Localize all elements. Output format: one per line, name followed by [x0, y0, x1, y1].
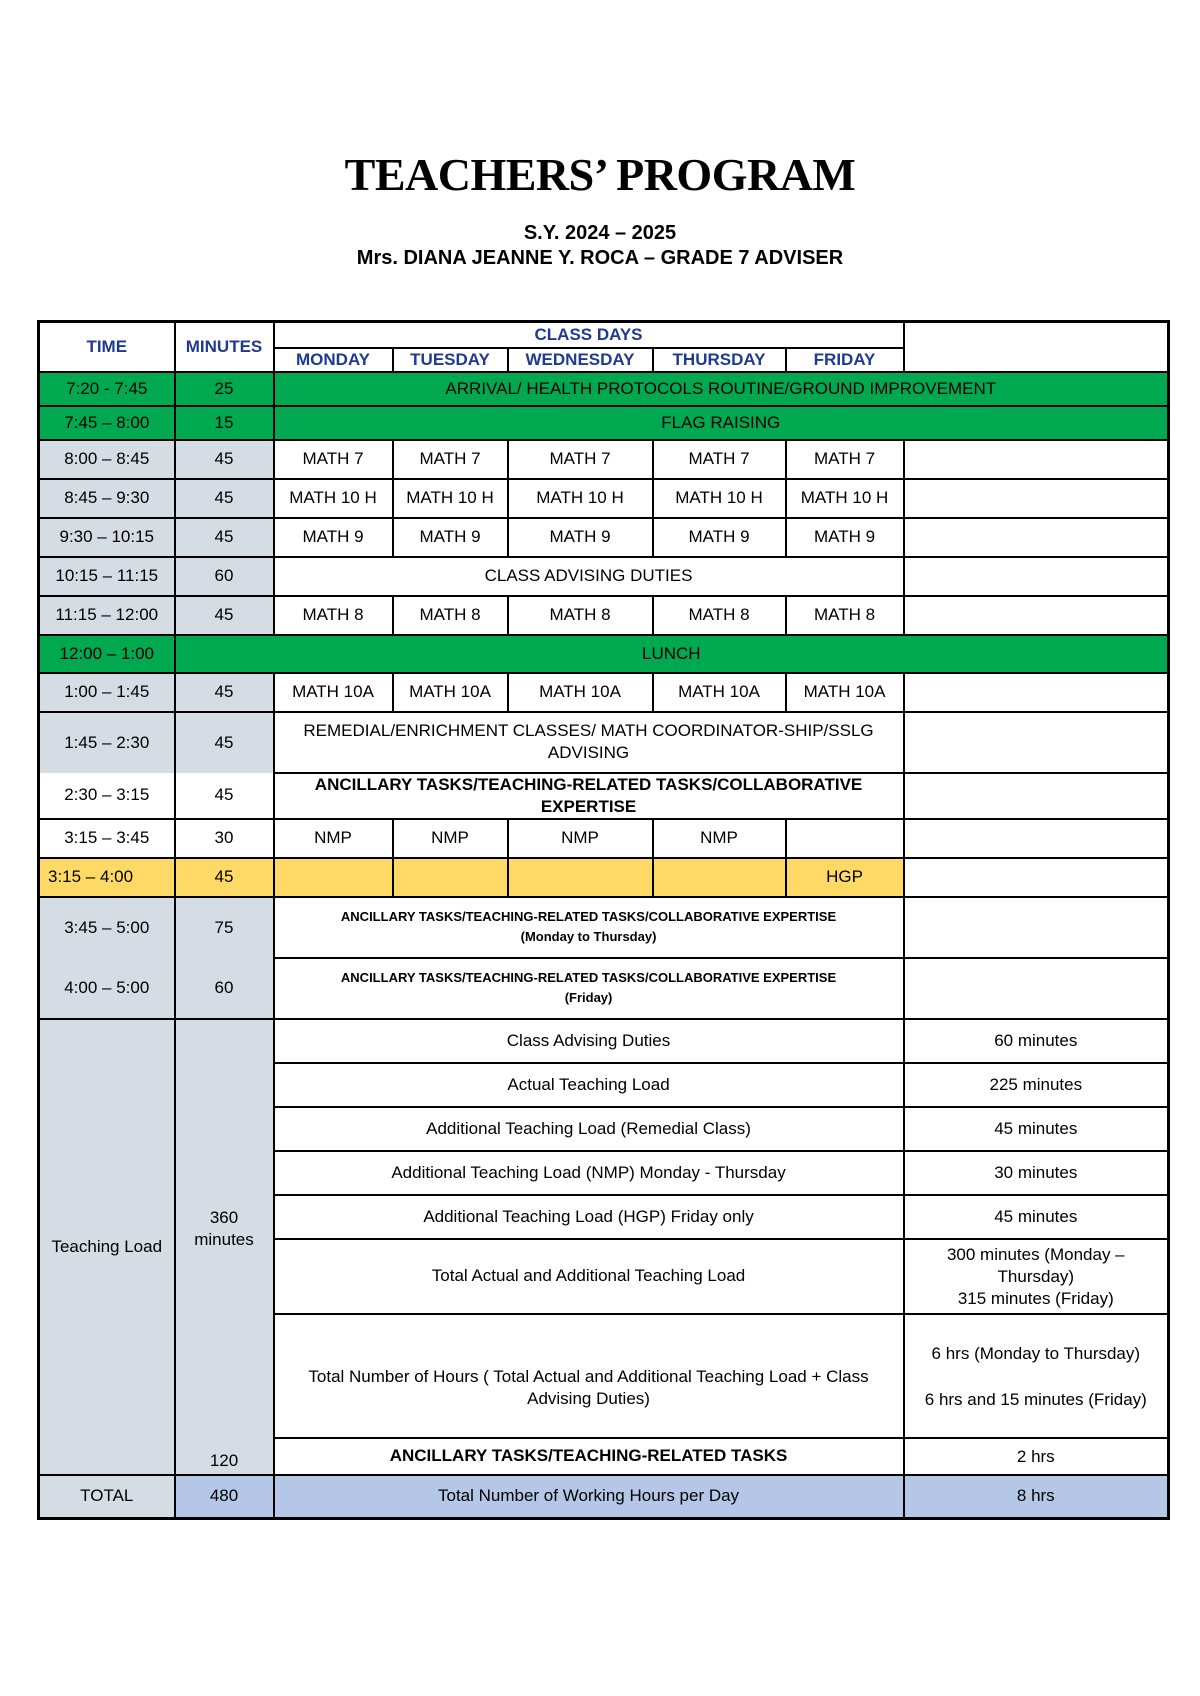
summary-value: 225 minutes: [904, 1063, 1169, 1107]
wednesday-cell: MATH 8: [508, 596, 653, 635]
notes-cell: [904, 673, 1169, 712]
friday-cell: MATH 10A: [786, 673, 904, 712]
day-friday: FRIDAY: [786, 348, 904, 372]
table-row: [39, 712, 1169, 773]
summary-value: [904, 1314, 1169, 1438]
friday-cell: HGP: [786, 858, 904, 897]
summary-value: 60 minutes: [904, 1019, 1169, 1063]
table-row: [39, 773, 1169, 819]
notes-cell: [904, 596, 1169, 635]
minutes-cell: 60: [175, 958, 274, 1019]
tuesday-cell: MATH 10A: [393, 673, 508, 712]
time-cell: 3:45 – 5:00: [39, 897, 175, 958]
summary-value: [904, 1239, 1169, 1314]
day-thursday: THURSDAY: [653, 348, 786, 372]
summary-label: Actual Teaching Load: [274, 1063, 904, 1107]
header-row: [39, 322, 1169, 348]
table-row: [39, 440, 1169, 479]
ancillary-minutes: 120: [175, 1438, 274, 1475]
tuesday-cell: MATH 9: [393, 518, 508, 557]
activity-cell: FLAG RAISING: [274, 406, 1169, 440]
notes-cell: [904, 958, 1169, 1019]
table-row: [39, 557, 1169, 596]
wednesday-cell: MATH 10 H: [508, 479, 653, 518]
activity-cell: LUNCH: [175, 635, 1169, 673]
friday-cell: MATH 7: [786, 440, 904, 479]
summary-row: [39, 1438, 1169, 1475]
summary-value-line: 315 minutes (Friday): [957, 1289, 1114, 1308]
summary-label: Total Number of Hours ( Total Actual and Additional Teaching Load + Class Advising Duties): [274, 1314, 904, 1438]
table-row: [39, 819, 1169, 858]
summary-value: 45 minutes: [904, 1195, 1169, 1239]
minutes-cell: 45: [175, 773, 274, 819]
activity-cell: ARRIVAL/ HEALTH PROTOCOLS ROUTINE/GROUND IMPROVEMENT: [274, 372, 1169, 406]
time-cell: 10:15 – 11:15: [39, 557, 175, 596]
summary-label: Total Actual and Additional Teaching Load: [274, 1239, 904, 1314]
summary-row: [39, 1019, 1169, 1063]
table-row: [39, 958, 1169, 1019]
time-cell: 8:00 – 8:45: [39, 440, 175, 479]
minutes-cell: 30: [175, 819, 274, 858]
time-cell: 12:00 – 1:00: [39, 635, 175, 673]
minutes-cell: 45: [175, 440, 274, 479]
teaching-load-minutes: 360 minutes: [175, 1019, 274, 1438]
minutes-cell: 45: [175, 712, 274, 773]
time-cell: 7:20 - 7:45: [39, 372, 175, 406]
summary-label: Additional Teaching Load (Remedial Class): [274, 1107, 904, 1151]
table-row: [39, 897, 1169, 958]
day-wednesday: WEDNESDAY: [508, 348, 653, 372]
notes-cell: [904, 897, 1169, 958]
time-cell: 4:00 – 5:00: [39, 958, 175, 1019]
thursday-cell: MATH 10 H: [653, 479, 786, 518]
school-year: S.Y. 2024 – 2025: [523, 222, 677, 244]
activity-cell: REMEDIAL/ENRICHMENT CLASSES/ MATH COORDINATOR-SHIP/SSLG ADVISING: [274, 712, 904, 773]
time-cell: 9:30 – 10:15: [39, 518, 175, 557]
monday-cell: NMP: [274, 819, 393, 858]
minutes-header: MINUTES: [175, 322, 274, 372]
total-hours-value: 8 hrs: [904, 1475, 1169, 1519]
day-monday: MONDAY: [274, 348, 393, 372]
teacher-name: Mrs. DIANA JEANNE Y. ROCA – GRADE 7 ADVISER: [356, 247, 844, 269]
table-row: [39, 406, 1169, 440]
monday-cell: MATH 10 H: [274, 479, 393, 518]
tuesday-cell: MATH 10 H: [393, 479, 508, 518]
minutes-cell: 15: [175, 406, 274, 440]
summary-label: Additional Teaching Load (HGP) Friday only: [274, 1195, 904, 1239]
day-tuesday: TUESDAY: [393, 348, 508, 372]
time-cell: 2:30 – 3:15: [39, 773, 175, 819]
summary-value-line: 6 hrs and 15 minutes (Friday): [924, 1389, 1147, 1409]
notes-cell: [904, 819, 1169, 858]
time-cell: 11:15 – 12:00: [39, 596, 175, 635]
activity-cell: ANCILLARY TASKS/TEACHING-RELATED TASKS/COLLABORATIVE EXPERTISE: [274, 773, 904, 819]
minutes-cell: 75: [175, 897, 274, 958]
minutes-cell: 45: [175, 596, 274, 635]
total-minutes: 480: [175, 1475, 274, 1519]
thursday-cell: NMP: [653, 819, 786, 858]
wednesday-cell: MATH 9: [508, 518, 653, 557]
tuesday-cell: NMP: [393, 819, 508, 858]
friday-cell: MATH 8: [786, 596, 904, 635]
monday-cell: MATH 7: [274, 440, 393, 479]
time-cell: 8:45 – 9:30: [39, 479, 175, 518]
teaching-load-label: Teaching Load: [39, 1019, 175, 1475]
notes-cell: [904, 858, 1169, 897]
monday-cell: [274, 858, 393, 897]
time-cell: 3:15 – 3:45: [39, 819, 175, 858]
friday-cell: MATH 9: [786, 518, 904, 557]
time-cell: 7:45 – 8:00: [39, 406, 175, 440]
summary-label: Class Advising Duties: [274, 1019, 904, 1063]
activity-note: (Friday): [564, 990, 613, 1005]
notes-cell: [904, 479, 1169, 518]
thursday-cell: [653, 858, 786, 897]
notes-header: [904, 322, 1169, 372]
notes-cell: [904, 712, 1169, 773]
summary-label: ANCILLARY TASKS/TEACHING-RELATED TASKS: [274, 1438, 904, 1475]
summary-value-line: 6 hrs (Monday to Thursday): [931, 1343, 1141, 1363]
wednesday-cell: MATH 7: [508, 440, 653, 479]
thursday-cell: MATH 10A: [653, 673, 786, 712]
wednesday-cell: NMP: [508, 819, 653, 858]
minutes-cell: 60: [175, 557, 274, 596]
tuesday-cell: [393, 858, 508, 897]
wednesday-cell: [508, 858, 653, 897]
activity-note: (Monday to Thursday): [520, 929, 657, 944]
minutes-cell: 25: [175, 372, 274, 406]
minutes-cell: 45: [175, 479, 274, 518]
summary-value: 30 minutes: [904, 1151, 1169, 1195]
summary-value: 2 hrs: [904, 1438, 1169, 1475]
activity-text: ANCILLARY TASKS/TEACHING-RELATED TASKS/COLLABORATIVE EXPERTISE: [340, 909, 837, 924]
table-row: [39, 635, 1169, 673]
table-row: [39, 858, 1169, 897]
minutes-cell: 45: [175, 858, 274, 897]
table-row: [39, 596, 1169, 635]
minutes-cell: 45: [175, 518, 274, 557]
notes-cell: [904, 440, 1169, 479]
activity-cell: [274, 958, 904, 1019]
monday-cell: MATH 9: [274, 518, 393, 557]
friday-cell: MATH 10 H: [786, 479, 904, 518]
activity-cell: CLASS ADVISING DUTIES: [274, 557, 904, 596]
wednesday-cell: MATH 10A: [508, 673, 653, 712]
page-title: TEACHERS’ PROGRAM: [344, 149, 856, 200]
activity-cell: [274, 897, 904, 958]
total-hours-label: Total Number of Working Hours per Day: [274, 1475, 904, 1519]
schedule-table: [37, 320, 1170, 1520]
time-cell: 1:45 – 2:30: [39, 712, 175, 773]
thursday-cell: MATH 9: [653, 518, 786, 557]
activity-text: ANCILLARY TASKS/TEACHING-RELATED TASKS/COLLABORATIVE EXPERTISE: [340, 970, 837, 985]
table-row: [39, 673, 1169, 712]
class-days-header: CLASS DAYS: [274, 322, 904, 348]
summary-value: 45 minutes: [904, 1107, 1169, 1151]
tuesday-cell: MATH 7: [393, 440, 508, 479]
thursday-cell: MATH 7: [653, 440, 786, 479]
time-header: TIME: [39, 322, 175, 372]
table-row: [39, 518, 1169, 557]
table-row: [39, 372, 1169, 406]
time-cell: 1:00 – 1:45: [39, 673, 175, 712]
monday-cell: MATH 10A: [274, 673, 393, 712]
notes-cell: [904, 773, 1169, 819]
friday-cell: [786, 819, 904, 858]
total-label: TOTAL: [39, 1475, 175, 1519]
summary-value-line: 300 minutes (Monday – Thursday): [946, 1245, 1125, 1286]
notes-cell: [904, 518, 1169, 557]
tuesday-cell: MATH 8: [393, 596, 508, 635]
total-row: [39, 1475, 1169, 1519]
table-row: [39, 479, 1169, 518]
notes-cell: [904, 557, 1169, 596]
summary-label: Additional Teaching Load (NMP) Monday - Thursday: [274, 1151, 904, 1195]
monday-cell: MATH 8: [274, 596, 393, 635]
time-cell: 3:15 – 4:00: [39, 858, 175, 897]
minutes-cell: 45: [175, 673, 274, 712]
thursday-cell: MATH 8: [653, 596, 786, 635]
